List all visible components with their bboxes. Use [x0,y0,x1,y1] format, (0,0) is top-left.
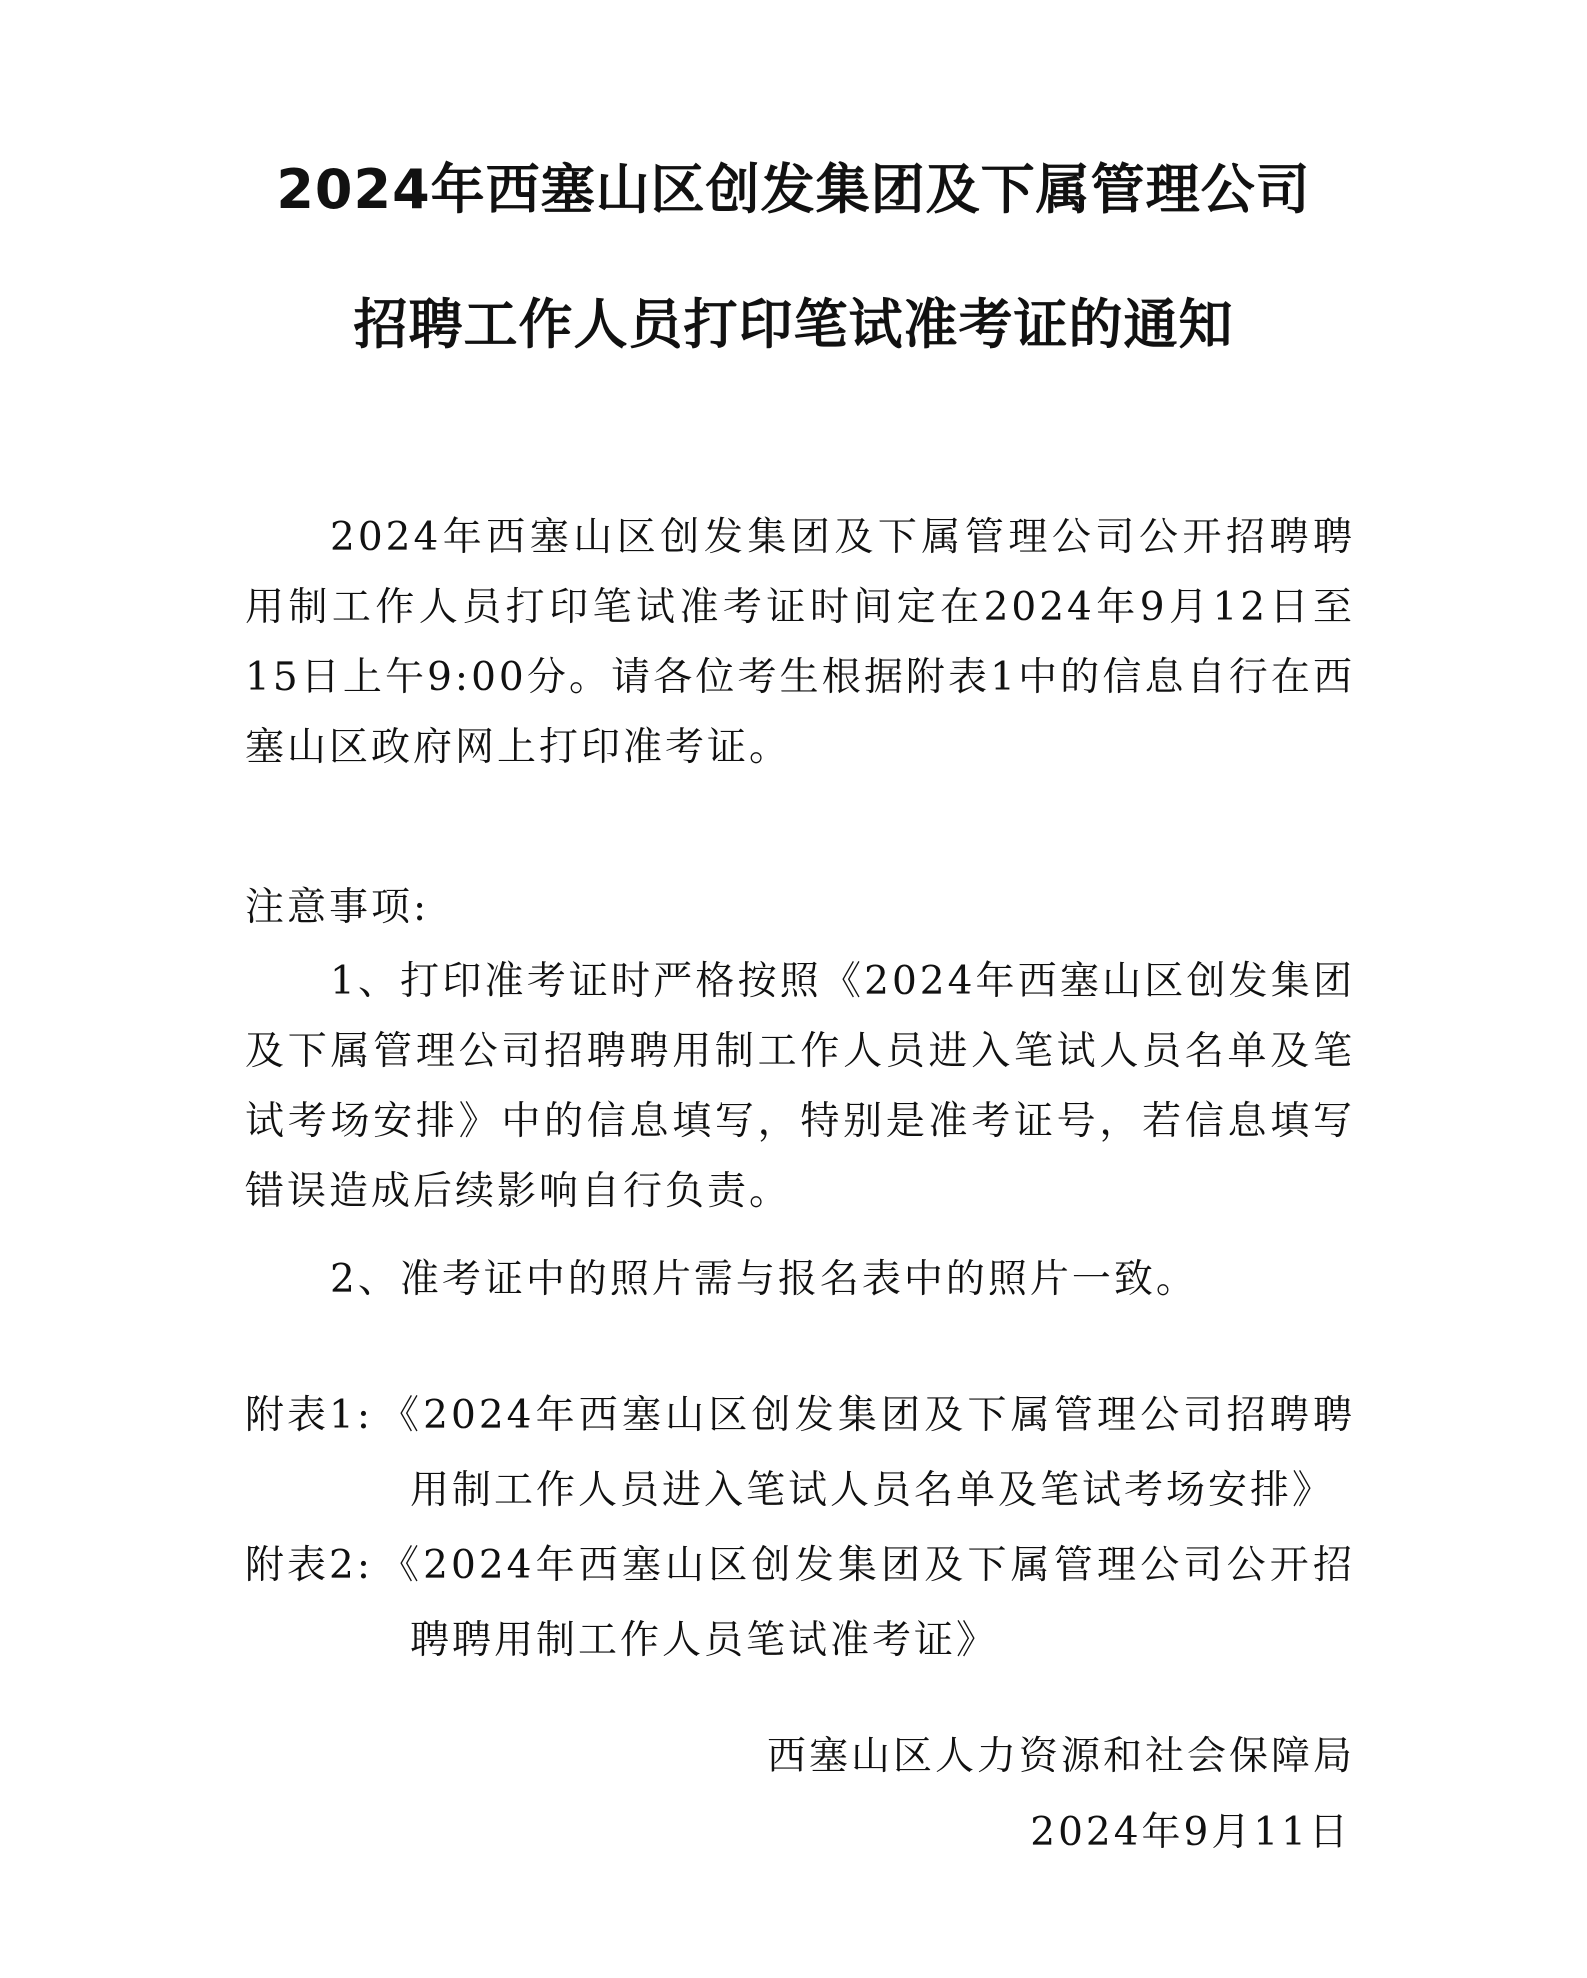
issuer-name: 西塞山区人力资源和社会保障局 [766,1734,1355,1779]
attachment-text-2: 《2024年西塞山区创发集团及下属管理公司公开招聘聘用制工作人员笔试准考证》 [380,1543,1355,1663]
issue-date: 2024年9月11日 [1030,1810,1351,1855]
attachment-item-1 [245,1378,1355,1528]
note-item-2: 2、准考证中的照片需与报名表中的照片一致。 [330,1257,1198,1302]
attachment-label-1: 附表1: [245,1393,373,1438]
attachment-text-1: 《2024年西塞山区创发集团及下属管理公司招聘聘用制工作人员进入笔试人员名单及笔试考场安排》 [380,1393,1355,1513]
attachment-label-2: 附表2: [245,1543,373,1588]
intro-paragraph: 2024年西塞山区创发集团及下属管理公司公开招聘聘用制工作人员打印笔试准考证时间定在2024年9月12日至15日上午9:00分。请各位考生根据附表1中的信息自行在西塞山区政府网上打印准考证。 [245,515,1355,770]
note-item-1: 1、打印准考证时严格按照《2024年西塞山区创发集团及下属管理公司招聘聘用制工作人员进入笔试人员名单及笔试考场安排》中的信息填写，特别是准考证号，若信息填写错误造成后续影响自行负责。 [245,959,1355,1214]
notice-title-line-2: 招聘工作人员打印笔试准考证的通知 [353,293,1234,356]
notes-heading: 注意事项: [245,885,430,930]
attachment-item-2 [245,1528,1355,1678]
notice-title-line-1: 2024年西塞山区创发集团及下属管理公司 [276,158,1311,221]
